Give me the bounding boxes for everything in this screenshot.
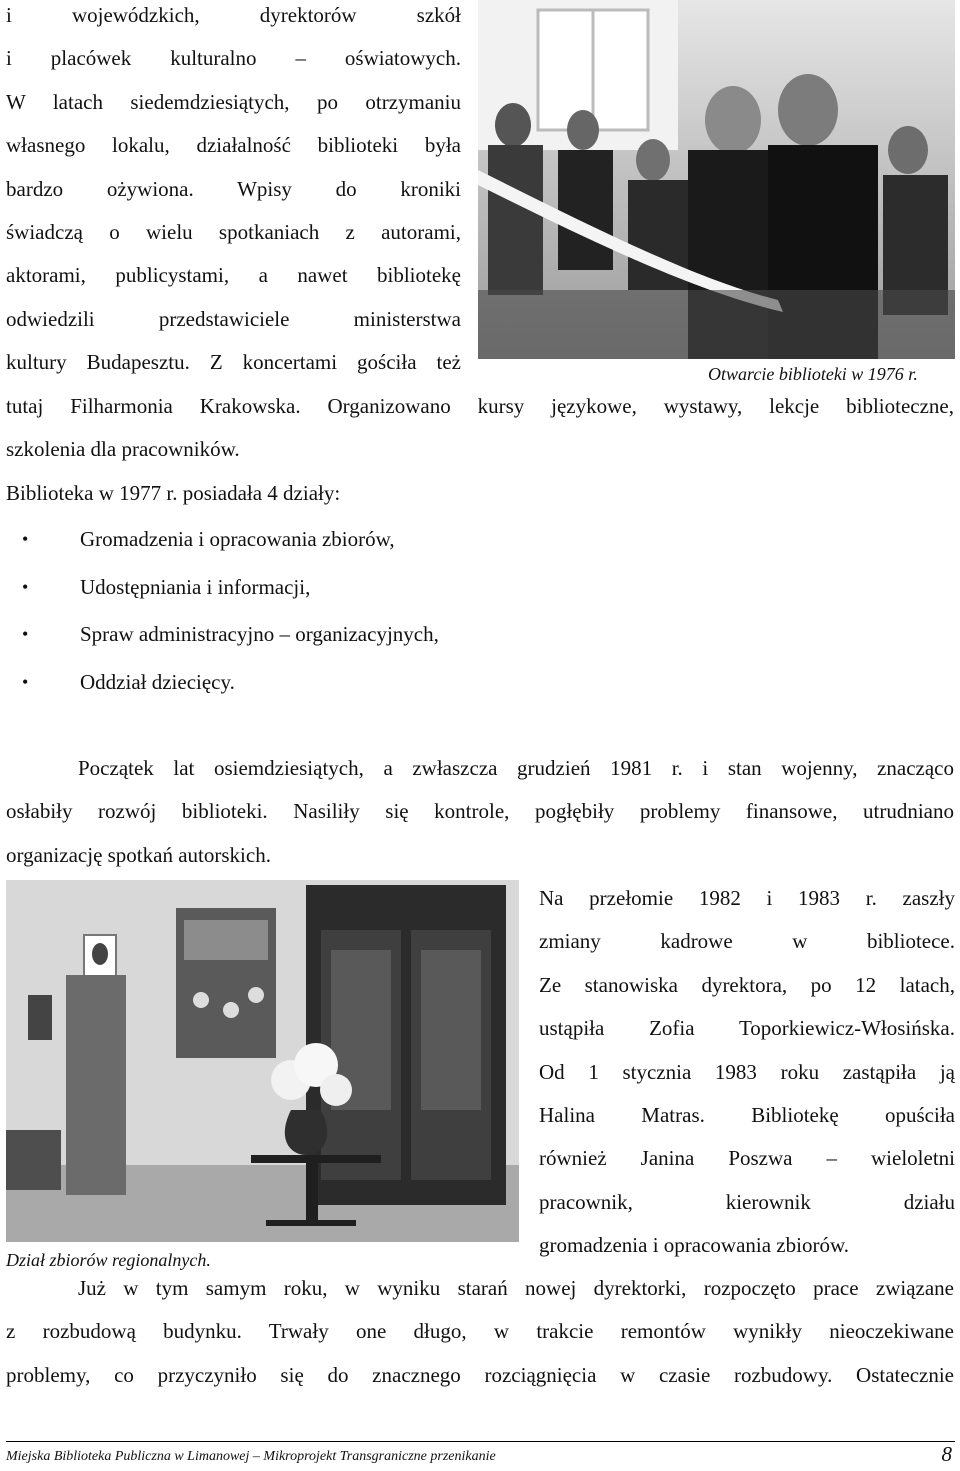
text-line: Biblioteka w 1977 r. posiadała 4 działy: xyxy=(6,480,341,505)
text-line: Już w tym samym roku, w wyniku starań nowej dyrektorki, rozpoczęto prace związane xyxy=(78,1276,954,1300)
intro-continuation xyxy=(6,385,954,515)
list-item-label: Gromadzenia i opracowania zbiorów, xyxy=(80,527,395,551)
text-line: świadczą o wielu spotkaniach z autorami, xyxy=(6,220,461,245)
regional-collection-image xyxy=(6,880,519,1242)
departments-list xyxy=(0,516,800,706)
text-line: Halina Matras. Bibliotekę opuściła xyxy=(539,1103,955,1128)
footer-title: Miejska Biblioteka Publiczna w Limanowej – Mikroprojekt Transgraniczne przenikanie xyxy=(6,1449,496,1464)
page-number: 8 xyxy=(941,1442,952,1466)
list-item-label: Udostępniania i informacji, xyxy=(80,574,311,599)
regional-collection-photo xyxy=(6,880,519,1242)
photo-caption-opening: Otwarcie biblioteki w 1976 r. xyxy=(708,364,918,384)
text-line: również Janina Poszwa – wieloletni xyxy=(539,1146,955,1171)
list-item xyxy=(0,564,800,612)
text-line: zmiany kadrowe w bibliotece. xyxy=(539,929,955,954)
bullet-icon: • xyxy=(22,529,29,549)
text-line: z rozbudową budynku. Trwały one długo, w trakcie remontów wynikły nieoczekiwane xyxy=(6,1319,954,1344)
text-line: bardzo ożywiona. Wpisy do kroniki xyxy=(6,176,461,201)
expansion-paragraph xyxy=(6,1267,954,1397)
library-opening-photo xyxy=(478,0,955,359)
text-line: pracownik, kierownik działu xyxy=(539,1189,955,1214)
text-line: i wojewódzkich, dyrektorów szkół xyxy=(6,3,461,27)
text-line: własnego lokalu, działalność biblioteki była xyxy=(6,133,461,158)
library-opening-image xyxy=(478,0,955,359)
text-line: szkolenia dla pracowników. xyxy=(6,437,240,462)
text-line: tutaj Filharmonia Krakowska. Organizowano kursy językowe, wystawy, lekcje biblioteczne, xyxy=(6,394,954,418)
text-line: odwiedzili przedstawiciele ministerstwa xyxy=(6,306,461,331)
list-item-label: Spraw administracyjno – organizacyjnych, xyxy=(80,622,439,646)
bullet-icon: • xyxy=(22,576,29,597)
text-line: problemy, co przyczyniło się do znacznego rozciągnięcia w czasie rozbudowy. Ostatecznie xyxy=(6,1362,954,1387)
text-line: organizację spotkań autorskich. xyxy=(6,842,271,867)
text-line: W latach siedemdziesiątych, po otrzymaniu xyxy=(6,89,461,114)
list-item xyxy=(0,611,800,659)
staff-changes-paragraph xyxy=(539,877,955,1268)
intro-paragraph xyxy=(6,0,461,385)
text-line: kultury Budapesztu. Z koncertami gościła też xyxy=(6,350,461,375)
list-item xyxy=(0,516,800,564)
paragraph-eighties xyxy=(6,747,954,877)
text-line: gromadzenia i opracowania zbiorów. xyxy=(539,1233,850,1258)
text-line: osłabiły rozwój biblioteki. Nasiliły się kontrole, pogłębiły problemy finansowe, utrudniano xyxy=(6,799,954,824)
list-item xyxy=(0,659,800,707)
bullet-icon: • xyxy=(22,624,29,644)
list-item-label: Oddział dziecięcy. xyxy=(80,669,235,694)
text-line: Na przełomie 1982 i 1983 r. zaszły xyxy=(539,886,955,910)
text-line: ustąpiła Zofia Toporkiewicz-Włosińska. xyxy=(539,1016,955,1041)
text-line: aktorami, publicystami, a nawet bibliotekę xyxy=(6,263,461,288)
bullet-icon: • xyxy=(22,671,29,692)
text-line: Od 1 stycznia 1983 roku zastąpiła ją xyxy=(539,1059,955,1084)
text-line: Ze stanowiska dyrektora, po 12 latach, xyxy=(539,972,955,997)
photo-caption-regional: Dział zbiorów regionalnych. xyxy=(6,1250,211,1270)
text-line: i placówek kulturalno – oświatowych. xyxy=(6,46,461,71)
footer-divider xyxy=(6,1441,955,1442)
text-line: Początek lat osiemdziesiątych, a zwłaszcza grudzień 1981 r. i stan wojenny, znacząco xyxy=(78,756,954,780)
